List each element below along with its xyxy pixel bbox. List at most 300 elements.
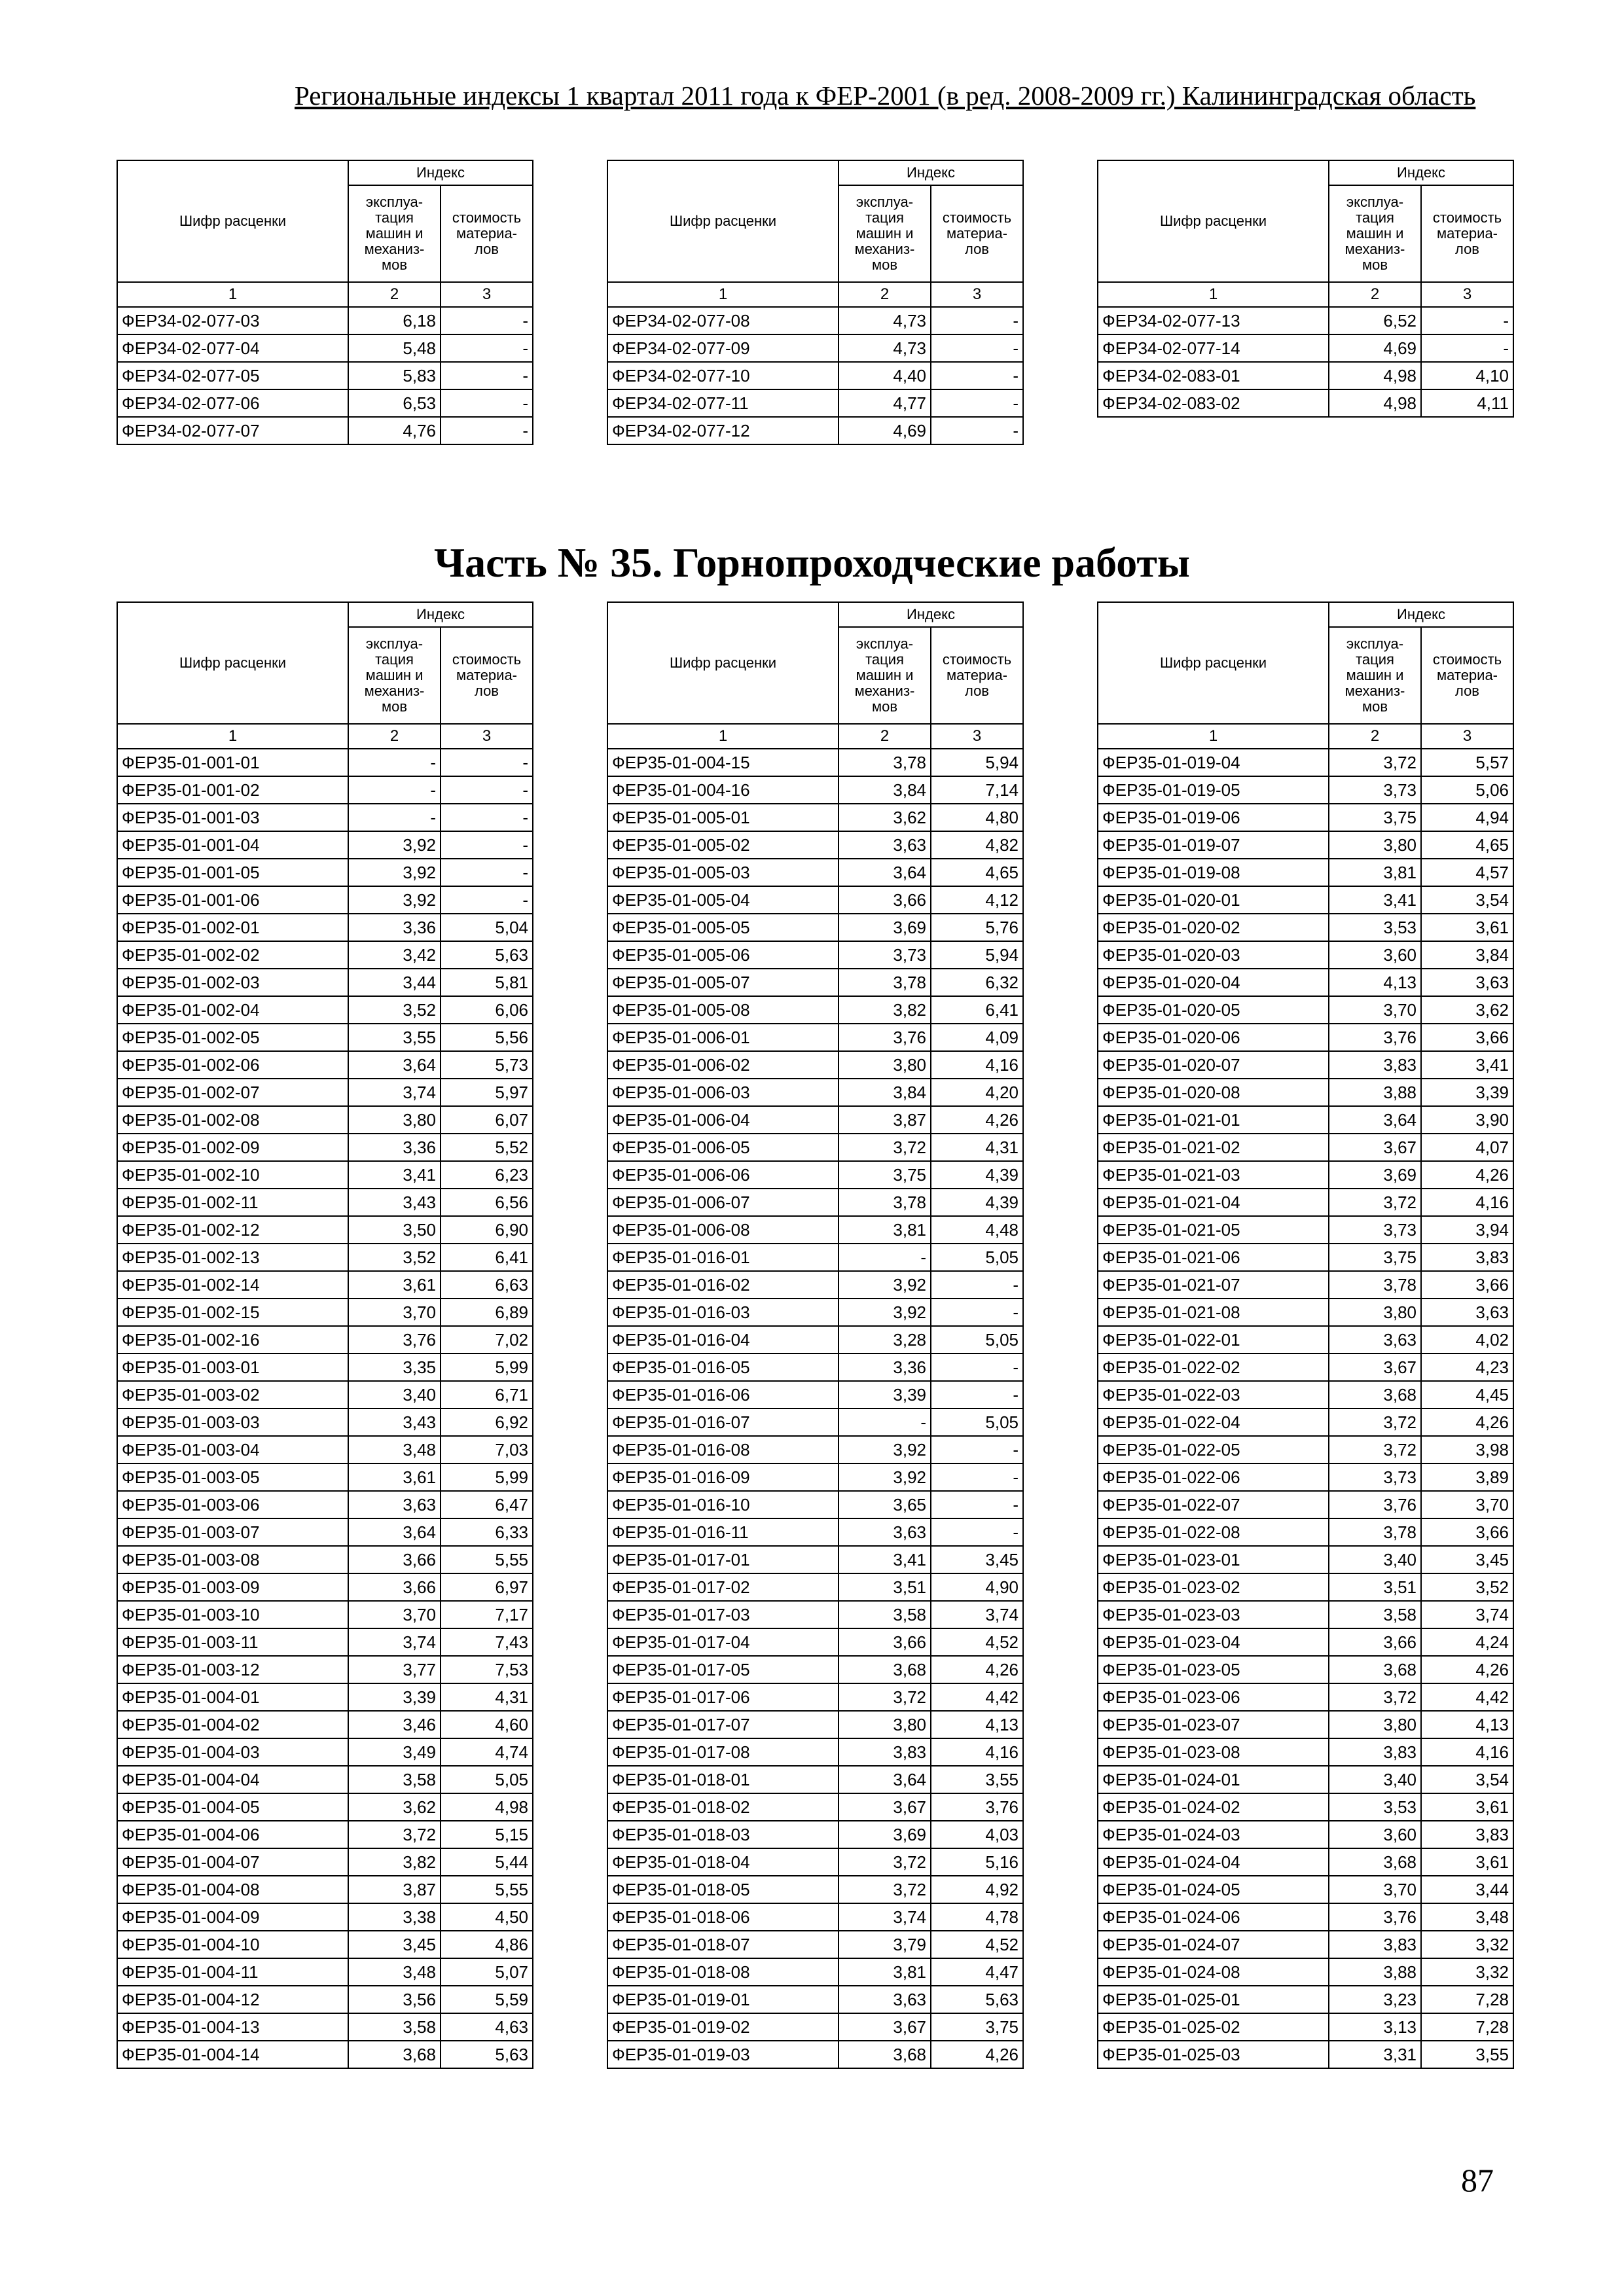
materials-index-cell: 6,06 — [441, 996, 533, 1024]
machines-index-cell: 3,63 — [839, 1986, 931, 2013]
rate-code-cell: ФЕР35-01-016-10 — [607, 1491, 839, 1518]
materials-index-cell: 3,55 — [1421, 2041, 1513, 2068]
machines-index-cell: 3,82 — [839, 996, 931, 1024]
machines-index-cell: 3,48 — [348, 1436, 441, 1463]
materials-index-cell: 4,86 — [441, 1931, 533, 1958]
materials-index-cell: 6,63 — [441, 1271, 533, 1299]
rate-code-cell: ФЕР35-01-017-01 — [607, 1546, 839, 1573]
machines-index-cell: - — [348, 776, 441, 804]
index-group-header: Индекс — [1329, 160, 1513, 185]
machines-column-header: эксплуа-тация машин и механиз-мов — [1329, 185, 1421, 282]
machines-index-cell: 3,77 — [348, 1656, 441, 1683]
table-row — [1098, 1711, 1513, 1738]
table-row — [607, 1106, 1023, 1134]
table-row — [607, 1683, 1023, 1711]
rate-code-cell: ФЕР35-01-019-03 — [607, 2041, 839, 2068]
table-row — [117, 1271, 533, 1299]
machines-index-cell: 3,43 — [348, 1408, 441, 1436]
machines-index-cell: 3,62 — [348, 1793, 441, 1821]
machines-index-cell: 3,73 — [839, 941, 931, 969]
rate-code-cell: ФЕР35-01-005-06 — [607, 941, 839, 969]
rate-code-cell: ФЕР35-01-022-08 — [1098, 1518, 1329, 1546]
materials-index-cell: 3,75 — [931, 2013, 1023, 2041]
page-header-title: Региональные индексы 1 квартал 2011 года к ФЕР-2001 (в ред. 2008-2009 гг.) Калининградская область — [295, 81, 1476, 111]
table-row — [607, 1793, 1023, 1821]
code-column-header: Шифр расценки — [1098, 602, 1329, 724]
table-row — [117, 307, 533, 334]
table-row — [117, 1463, 533, 1491]
table-row — [607, 1491, 1023, 1518]
machines-index-cell: 3,72 — [1329, 1683, 1421, 1711]
table-row — [1098, 1024, 1513, 1051]
materials-index-cell: 5,94 — [931, 941, 1023, 969]
rate-code-cell: ФЕР35-01-025-02 — [1098, 2013, 1329, 2041]
table-row — [117, 914, 533, 941]
table-row — [117, 1876, 533, 1903]
rate-code-cell: ФЕР35-01-006-01 — [607, 1024, 839, 1051]
table-row — [607, 1271, 1023, 1299]
table-row — [607, 1821, 1023, 1848]
machines-index-cell: 3,81 — [839, 1216, 931, 1244]
materials-index-cell: 4,65 — [931, 859, 1023, 886]
machines-index-cell: 3,66 — [348, 1546, 441, 1573]
table-row — [117, 1986, 533, 2013]
machines-column-header: эксплуа-тация машин и механиз-мов — [839, 627, 931, 724]
rate-code-cell: ФЕР35-01-016-09 — [607, 1463, 839, 1491]
machines-index-cell: 3,92 — [839, 1271, 931, 1299]
rate-code-cell: ФЕР35-01-003-01 — [117, 1354, 348, 1381]
index-table-part35-2 — [607, 601, 1024, 2069]
materials-index-cell: 5,57 — [1421, 749, 1513, 776]
table-row — [1098, 941, 1513, 969]
materials-index-cell: 4,02 — [1421, 1326, 1513, 1354]
materials-index-cell: - — [441, 886, 533, 914]
table-row — [117, 1656, 533, 1683]
table-row — [117, 2041, 533, 2068]
materials-index-cell: 4,11 — [1421, 389, 1513, 417]
machines-index-cell: 3,87 — [348, 1876, 441, 1903]
materials-index-cell: 3,55 — [931, 1766, 1023, 1793]
table-row — [1098, 1189, 1513, 1216]
rate-code-cell: ФЕР35-01-016-11 — [607, 1518, 839, 1546]
table-row — [117, 1683, 533, 1711]
table-row — [1098, 1518, 1513, 1546]
materials-index-cell: 5,97 — [441, 1079, 533, 1106]
table-row — [607, 749, 1023, 776]
machines-index-cell: 3,67 — [839, 2013, 931, 2041]
machines-index-cell: 3,74 — [348, 1079, 441, 1106]
table-row — [117, 334, 533, 362]
rate-code-cell: ФЕР35-01-020-05 — [1098, 996, 1329, 1024]
machines-index-cell: 3,74 — [348, 1628, 441, 1656]
materials-index-cell: 4,26 — [931, 1656, 1023, 1683]
table-row — [1098, 1271, 1513, 1299]
materials-index-cell: 5,05 — [931, 1408, 1023, 1436]
table-row — [607, 1436, 1023, 1463]
machines-index-cell: 3,66 — [348, 1573, 441, 1601]
table-row — [607, 996, 1023, 1024]
table-row — [1098, 1848, 1513, 1876]
materials-index-cell: 5,15 — [441, 1821, 533, 1848]
materials-index-cell: 4,48 — [931, 1216, 1023, 1244]
rate-code-cell: ФЕР35-01-024-05 — [1098, 1876, 1329, 1903]
machines-index-cell: 3,76 — [348, 1326, 441, 1354]
machines-index-cell: 3,92 — [348, 886, 441, 914]
materials-index-cell: 3,45 — [1421, 1546, 1513, 1573]
machines-index-cell: 3,61 — [348, 1271, 441, 1299]
materials-index-cell: 6,41 — [441, 1244, 533, 1271]
materials-index-cell: 5,63 — [441, 2041, 533, 2068]
table-row — [1098, 886, 1513, 914]
machines-index-cell: 3,80 — [1329, 1299, 1421, 1326]
machines-index-cell: 3,68 — [348, 2041, 441, 2068]
materials-index-cell: - — [441, 749, 533, 776]
machines-index-cell: 3,78 — [839, 969, 931, 996]
materials-index-cell: 3,66 — [1421, 1518, 1513, 1546]
table-row — [607, 804, 1023, 831]
rate-code-cell: ФЕР35-01-016-08 — [607, 1436, 839, 1463]
table-row — [1098, 1986, 1513, 2013]
materials-index-cell: 7,02 — [441, 1326, 533, 1354]
rate-code-cell: ФЕР35-01-023-07 — [1098, 1711, 1329, 1738]
materials-index-cell: 5,63 — [441, 941, 533, 969]
table-row — [1098, 749, 1513, 776]
machines-index-cell: 3,74 — [839, 1903, 931, 1931]
machines-index-cell: 6,53 — [348, 389, 441, 417]
machines-index-cell: 3,70 — [1329, 1876, 1421, 1903]
materials-index-cell: 3,66 — [1421, 1271, 1513, 1299]
materials-index-cell: 6,56 — [441, 1189, 533, 1216]
materials-index-cell: 3,98 — [1421, 1436, 1513, 1463]
machines-index-cell: 4,73 — [839, 334, 931, 362]
materials-index-cell: 5,94 — [931, 749, 1023, 776]
rate-code-cell: ФЕР35-01-025-01 — [1098, 1986, 1329, 2013]
machines-index-cell: 3,41 — [1329, 886, 1421, 914]
table-row — [1098, 776, 1513, 804]
rate-code-cell: ФЕР35-01-002-04 — [117, 996, 348, 1024]
rate-code-cell: ФЕР35-01-018-03 — [607, 1821, 839, 1848]
machines-index-cell: 3,72 — [839, 1683, 931, 1711]
table-row — [607, 1354, 1023, 1381]
rate-code-cell: ФЕР35-01-024-01 — [1098, 1766, 1329, 1793]
rate-code-cell: ФЕР35-01-004-11 — [117, 1958, 348, 1986]
table-row — [1098, 1491, 1513, 1518]
rate-code-cell: ФЕР35-01-005-07 — [607, 969, 839, 996]
materials-index-cell: 5,55 — [441, 1876, 533, 1903]
rate-code-cell: ФЕР35-01-019-02 — [607, 2013, 839, 2041]
materials-index-cell: - — [441, 831, 533, 859]
rate-code-cell: ФЕР35-01-004-12 — [117, 1986, 348, 2013]
machines-index-cell: 3,92 — [348, 831, 441, 859]
rate-code-cell: ФЕР34-02-077-05 — [117, 362, 348, 389]
machines-index-cell: 3,64 — [1329, 1106, 1421, 1134]
machines-index-cell: 3,42 — [348, 941, 441, 969]
rate-code-cell: ФЕР35-01-002-07 — [117, 1079, 348, 1106]
materials-index-cell: 4,98 — [441, 1793, 533, 1821]
rate-code-cell: ФЕР35-01-002-15 — [117, 1299, 348, 1326]
table-row — [607, 334, 1023, 362]
machines-index-cell: - — [348, 749, 441, 776]
materials-index-cell: 3,54 — [1421, 886, 1513, 914]
rate-code-cell: ФЕР35-01-004-14 — [117, 2041, 348, 2068]
materials-index-cell: 4,13 — [1421, 1711, 1513, 1738]
materials-index-cell: 6,41 — [931, 996, 1023, 1024]
rate-code-cell: ФЕР35-01-019-04 — [1098, 749, 1329, 776]
table-row — [117, 1354, 533, 1381]
materials-index-cell: 5,05 — [931, 1244, 1023, 1271]
materials-index-cell: 4,26 — [931, 1106, 1023, 1134]
column-number-1: 1 — [117, 282, 348, 307]
machines-index-cell: 5,83 — [348, 362, 441, 389]
rate-code-cell: ФЕР35-01-006-03 — [607, 1079, 839, 1106]
machines-index-cell: 3,45 — [348, 1931, 441, 1958]
machines-index-cell: 3,68 — [1329, 1848, 1421, 1876]
rate-code-cell: ФЕР35-01-017-07 — [607, 1711, 839, 1738]
table-row — [117, 1711, 533, 1738]
materials-column-header: стоимость материа-лов — [931, 627, 1023, 724]
materials-index-cell: - — [1421, 334, 1513, 362]
column-number-1: 1 — [1098, 282, 1329, 307]
machines-index-cell: 3,68 — [1329, 1656, 1421, 1683]
machines-index-cell: 4,76 — [348, 417, 441, 444]
materials-index-cell: 4,31 — [931, 1134, 1023, 1161]
rate-code-cell: ФЕР35-01-004-15 — [607, 749, 839, 776]
machines-index-cell: 4,13 — [1329, 969, 1421, 996]
table-row — [1098, 1106, 1513, 1134]
machines-index-cell: 3,52 — [348, 1244, 441, 1271]
table-row — [1098, 859, 1513, 886]
table-row — [607, 1299, 1023, 1326]
table-row — [607, 1134, 1023, 1161]
table-row — [1098, 1354, 1513, 1381]
machines-index-cell: 3,72 — [1329, 1408, 1421, 1436]
machines-index-cell: 3,60 — [1329, 941, 1421, 969]
rate-code-cell: ФЕР35-01-005-02 — [607, 831, 839, 859]
rate-code-cell: ФЕР35-01-017-03 — [607, 1601, 839, 1628]
rate-code-cell: ФЕР35-01-001-03 — [117, 804, 348, 831]
table-row — [607, 307, 1023, 334]
machines-index-cell: - — [839, 1408, 931, 1436]
machines-index-cell: 3,79 — [839, 1931, 931, 1958]
rate-code-cell: ФЕР35-01-002-10 — [117, 1161, 348, 1189]
materials-index-cell: 6,89 — [441, 1299, 533, 1326]
rate-code-cell: ФЕР35-01-003-12 — [117, 1656, 348, 1683]
machines-index-cell: 3,68 — [839, 1656, 931, 1683]
rate-code-cell: ФЕР35-01-004-16 — [607, 776, 839, 804]
machines-index-cell: 3,58 — [839, 1601, 931, 1628]
machines-index-cell: - — [839, 1244, 931, 1271]
table-row — [607, 1024, 1023, 1051]
rate-code-cell: ФЕР35-01-020-04 — [1098, 969, 1329, 996]
table-row — [117, 362, 533, 389]
machines-index-cell: 3,64 — [839, 859, 931, 886]
table-row — [607, 362, 1023, 389]
machines-index-cell: 3,41 — [839, 1546, 931, 1573]
rate-code-cell: ФЕР35-01-024-02 — [1098, 1793, 1329, 1821]
index-table-part35-3 — [1097, 601, 1514, 2069]
rate-code-cell: ФЕР35-01-023-06 — [1098, 1683, 1329, 1711]
machines-index-cell: 4,40 — [839, 362, 931, 389]
rate-code-cell: ФЕР35-01-003-05 — [117, 1463, 348, 1491]
rate-code-cell: ФЕР35-01-024-03 — [1098, 1821, 1329, 1848]
table-row — [607, 1573, 1023, 1601]
materials-index-cell: 5,56 — [441, 1024, 533, 1051]
rate-code-cell: ФЕР35-01-001-04 — [117, 831, 348, 859]
rate-code-cell: ФЕР34-02-083-02 — [1098, 389, 1329, 417]
machines-index-cell: 4,69 — [839, 417, 931, 444]
materials-index-cell: 5,04 — [441, 914, 533, 941]
materials-index-cell: - — [931, 1354, 1023, 1381]
rate-code-cell: ФЕР35-01-023-02 — [1098, 1573, 1329, 1601]
machines-index-cell: 3,35 — [348, 1354, 441, 1381]
rate-code-cell: ФЕР35-01-004-04 — [117, 1766, 348, 1793]
rate-code-cell: ФЕР35-01-022-01 — [1098, 1326, 1329, 1354]
machines-index-cell: 4,69 — [1329, 334, 1421, 362]
rate-code-cell: ФЕР35-01-002-08 — [117, 1106, 348, 1134]
code-column-header: Шифр расценки — [1098, 160, 1329, 282]
materials-index-cell: 3,41 — [1421, 1051, 1513, 1079]
machines-index-cell: 3,41 — [348, 1161, 441, 1189]
materials-index-cell: 3,66 — [1421, 1024, 1513, 1051]
machines-index-cell: 3,78 — [839, 749, 931, 776]
rate-code-cell: ФЕР35-01-022-07 — [1098, 1491, 1329, 1518]
table-row — [1098, 1683, 1513, 1711]
materials-index-cell: 4,57 — [1421, 859, 1513, 886]
materials-index-cell: 4,07 — [1421, 1134, 1513, 1161]
materials-index-cell: 5,59 — [441, 1986, 533, 2013]
materials-index-cell: 6,07 — [441, 1106, 533, 1134]
machines-index-cell: 3,76 — [1329, 1903, 1421, 1931]
materials-index-cell: 5,52 — [441, 1134, 533, 1161]
rate-code-cell: ФЕР35-01-021-01 — [1098, 1106, 1329, 1134]
materials-index-cell: 6,23 — [441, 1161, 533, 1189]
rate-code-cell: ФЕР35-01-020-03 — [1098, 941, 1329, 969]
rate-code-cell: ФЕР35-01-021-06 — [1098, 1244, 1329, 1271]
materials-column-header: стоимость материа-лов — [441, 185, 533, 282]
machines-index-cell: 3,80 — [1329, 831, 1421, 859]
table-row — [607, 1161, 1023, 1189]
index-table-part34-1 — [117, 160, 533, 445]
table-row — [607, 1738, 1023, 1766]
machines-index-cell: 3,68 — [1329, 1381, 1421, 1408]
materials-index-cell: 3,39 — [1421, 1079, 1513, 1106]
index-table-part34-2 — [607, 160, 1024, 445]
table-row — [1098, 1738, 1513, 1766]
machines-index-cell: 3,51 — [1329, 1573, 1421, 1601]
materials-index-cell: 4,45 — [1421, 1381, 1513, 1408]
table-row — [1098, 1601, 1513, 1628]
rate-code-cell: ФЕР35-01-023-01 — [1098, 1546, 1329, 1573]
rate-code-cell: ФЕР35-01-018-02 — [607, 1793, 839, 1821]
table-row — [607, 1876, 1023, 1903]
materials-index-cell: 3,44 — [1421, 1876, 1513, 1903]
rate-code-cell: ФЕР35-01-005-05 — [607, 914, 839, 941]
table-row — [117, 969, 533, 996]
rate-code-cell: ФЕР35-01-004-10 — [117, 1931, 348, 1958]
materials-index-cell: 5,99 — [441, 1463, 533, 1491]
table-row — [1098, 1821, 1513, 1848]
materials-index-cell: 4,03 — [931, 1821, 1023, 1848]
table-row — [1098, 1299, 1513, 1326]
machines-index-cell: 3,92 — [839, 1463, 931, 1491]
table-row — [607, 1216, 1023, 1244]
rate-code-cell: ФЕР35-01-004-07 — [117, 1848, 348, 1876]
materials-index-cell: 4,24 — [1421, 1628, 1513, 1656]
table-row — [1098, 1161, 1513, 1189]
materials-index-cell: 4,80 — [931, 804, 1023, 831]
rate-code-cell: ФЕР35-01-018-04 — [607, 1848, 839, 1876]
machines-index-cell: 3,69 — [839, 914, 931, 941]
machines-index-cell: 3,73 — [1329, 1216, 1421, 1244]
machines-index-cell: 3,73 — [1329, 1463, 1421, 1491]
materials-index-cell: 4,50 — [441, 1903, 533, 1931]
table-row — [117, 1216, 533, 1244]
machines-index-cell: 4,98 — [1329, 362, 1421, 389]
table-row — [1098, 2013, 1513, 2041]
machines-index-cell: 3,70 — [348, 1601, 441, 1628]
rate-code-cell: ФЕР35-01-021-04 — [1098, 1189, 1329, 1216]
machines-index-cell: 3,83 — [1329, 1738, 1421, 1766]
materials-index-cell: - — [931, 1271, 1023, 1299]
machines-index-cell: 3,51 — [839, 1573, 931, 1601]
materials-index-cell: 5,55 — [441, 1546, 533, 1573]
materials-index-cell: 6,47 — [441, 1491, 533, 1518]
index-table-part34-3 — [1097, 160, 1514, 418]
materials-index-cell: 7,14 — [931, 776, 1023, 804]
table-row — [1098, 362, 1513, 389]
rate-code-cell: ФЕР35-01-002-05 — [117, 1024, 348, 1051]
rate-code-cell: ФЕР35-01-022-05 — [1098, 1436, 1329, 1463]
table-row — [117, 1299, 533, 1326]
rate-code-cell: ФЕР35-01-001-06 — [117, 886, 348, 914]
rate-code-cell: ФЕР35-01-022-04 — [1098, 1408, 1329, 1436]
materials-index-cell: - — [931, 362, 1023, 389]
table-row — [607, 2041, 1023, 2068]
materials-index-cell: 4,09 — [931, 1024, 1023, 1051]
rate-code-cell: ФЕР35-01-003-04 — [117, 1436, 348, 1463]
machines-index-cell: 4,77 — [839, 389, 931, 417]
table-row — [117, 859, 533, 886]
rate-code-cell: ФЕР35-01-021-08 — [1098, 1299, 1329, 1326]
table-row — [1098, 1656, 1513, 1683]
table-header — [1098, 602, 1513, 749]
table-row — [1098, 334, 1513, 362]
page-number: 87 — [1461, 2162, 1494, 2198]
materials-index-cell: 4,78 — [931, 1903, 1023, 1931]
rate-code-cell: ФЕР35-01-004-02 — [117, 1711, 348, 1738]
part-35-title: Часть № 35. Горнопроходческие работы — [434, 539, 1190, 586]
machines-index-cell: 3,64 — [348, 1518, 441, 1546]
machines-index-cell: 3,28 — [839, 1326, 931, 1354]
machines-index-cell: 3,55 — [348, 1024, 441, 1051]
table-row — [117, 2013, 533, 2041]
table-row — [607, 1766, 1023, 1793]
column-number-3: 3 — [441, 724, 533, 749]
table-row — [117, 1024, 533, 1051]
rate-code-cell: ФЕР34-02-077-12 — [607, 417, 839, 444]
table-row — [117, 389, 533, 417]
machines-index-cell: 3,64 — [348, 1051, 441, 1079]
table-row — [607, 389, 1023, 417]
table-header — [1098, 160, 1513, 307]
table-row — [1098, 1326, 1513, 1354]
machines-index-cell: 3,72 — [839, 1848, 931, 1876]
rate-code-cell: ФЕР35-01-002-12 — [117, 1216, 348, 1244]
table-row — [1098, 914, 1513, 941]
materials-index-cell: - — [931, 307, 1023, 334]
materials-index-cell: 3,76 — [931, 1793, 1023, 1821]
code-column-header: Шифр расценки — [607, 160, 839, 282]
